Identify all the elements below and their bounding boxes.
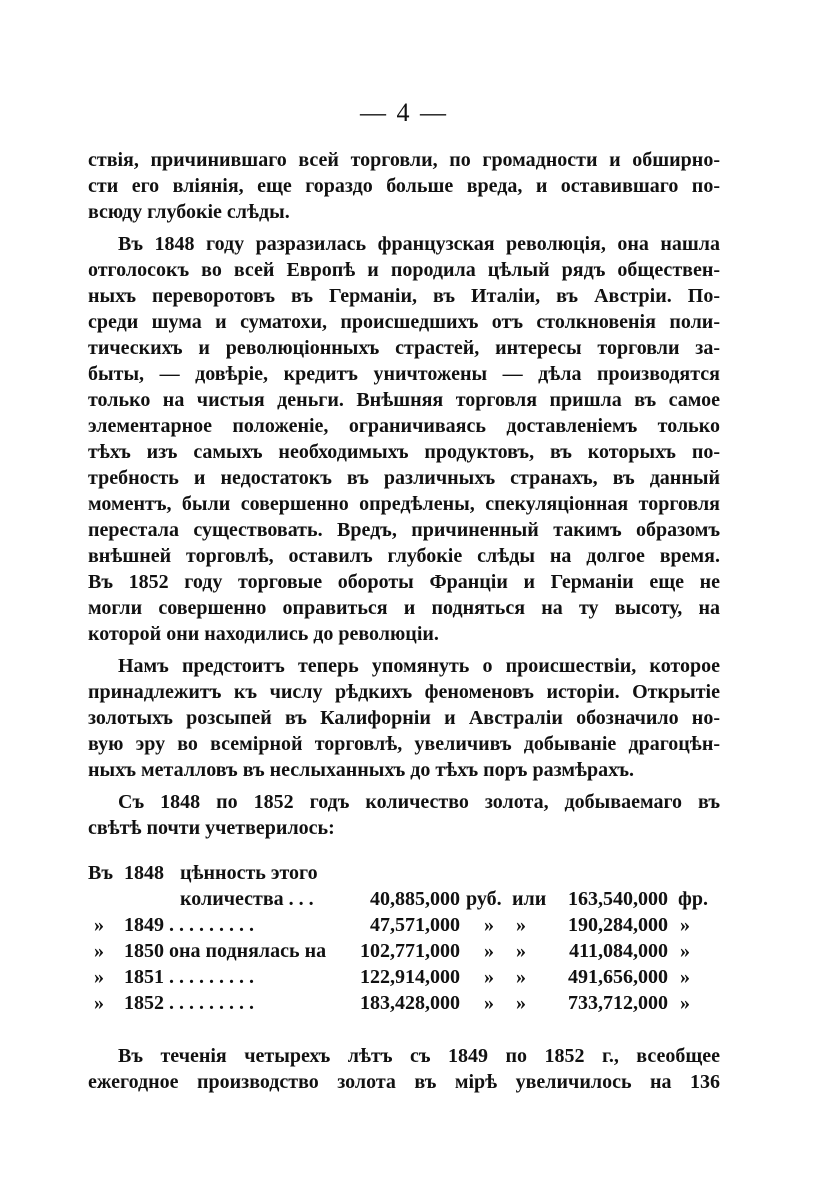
- table-row: [88, 886, 728, 912]
- fr-value: 190,284,000: [568, 914, 668, 936]
- fr-unit: »: [680, 940, 690, 962]
- table-row: [88, 990, 728, 1016]
- table-row: [88, 938, 728, 964]
- text-line: сти его вліянія, еще гораздо больше вреда, и оставившаго по-: [88, 175, 720, 197]
- text-line: могли совершенно оправиться и подняться на ту высоту, на: [88, 597, 720, 619]
- text-line: всюду глубокіе слѣды.: [88, 201, 290, 223]
- text-line: свѣтѣ почти учетверилось:: [88, 817, 335, 839]
- text-line: ныхъ металловъ въ неслыханныхъ до тѣхъ поръ размѣрахъ.: [88, 759, 634, 781]
- text-line: отголосокъ во всей Европѣ и породила цѣлый рядъ обществен-: [88, 259, 720, 281]
- rub-value: 122,914,000: [360, 966, 460, 988]
- rub-value: 183,428,000: [360, 992, 460, 1014]
- row-label: количества . . .: [180, 888, 314, 910]
- table-row: [88, 964, 728, 990]
- fr-value: 411,084,000: [569, 940, 668, 962]
- row-label: 1852 . . . . . . . . .: [124, 992, 254, 1014]
- ditto-mark: »: [94, 914, 104, 936]
- fr-value: 733,712,000: [568, 992, 668, 1014]
- fr-unit: фр.: [678, 888, 708, 910]
- text-line: ныхъ переворотовъ въ Германіи, въ Италіи, въ Австріи. По-: [88, 285, 720, 307]
- text-line: Намъ предстоитъ теперь упомянуть о происшествіи, которое: [118, 655, 720, 677]
- table-header-row: [88, 860, 728, 886]
- table-header-text: цѣнность этого: [180, 862, 318, 884]
- text-line: моментъ, были совершенно опредѣлены, спекуляціонная торговля: [88, 493, 720, 515]
- rub-unit: »: [484, 966, 494, 988]
- text-line: внѣшней торговлѣ, оставилъ глубокіе слѣды на долгое время.: [88, 545, 720, 567]
- page-number: — 4 —: [360, 98, 448, 127]
- ditto-mark: »: [94, 966, 104, 988]
- conjunction: »: [516, 940, 526, 962]
- text-line: тѣхъ изъ самыхъ необходимыхъ продуктовъ, въ которыхъ по-: [88, 441, 720, 463]
- conjunction: »: [516, 966, 526, 988]
- conjunction: или: [512, 888, 547, 910]
- rub-unit: »: [484, 992, 494, 1014]
- row-label: 1849 . . . . . . . . .: [124, 914, 254, 936]
- text-line: которой они находились до революціи.: [88, 623, 439, 645]
- text-line: вую эру во всемірной торговлѣ, увеличивъ добываніе драгоцѣн-: [88, 733, 720, 755]
- text-line: только на чистыя деньги. Внѣшняя торговля пришла въ самое: [88, 389, 720, 411]
- fr-unit: »: [680, 992, 690, 1014]
- fr-unit: »: [680, 966, 690, 988]
- row-label: 1850 она поднялась на: [124, 940, 327, 962]
- rub-unit: руб.: [466, 888, 502, 910]
- text-line: золотыхъ розсыпей въ Калифорніи и Австраліи обозначило но-: [88, 707, 720, 729]
- text-line: перестала существовать. Вредъ, причиненный такимъ образомъ: [88, 519, 720, 541]
- fr-value: 163,540,000: [568, 888, 668, 910]
- conjunction: »: [516, 992, 526, 1014]
- text-line: Въ 1852 году торговые обороты Франціи и Германіи еще не: [88, 571, 720, 593]
- table-row: [88, 912, 728, 938]
- rub-value: 40,885,000: [370, 888, 460, 910]
- rub-unit: »: [484, 914, 494, 936]
- rub-unit: »: [484, 940, 494, 962]
- text-line: принадлежитъ къ числу рѣдкихъ феноменовъ исторіи. Открытіе: [88, 681, 720, 703]
- ditto-mark: »: [94, 940, 104, 962]
- table-header-year: 1848: [124, 862, 164, 884]
- rub-value: 47,571,000: [370, 914, 460, 936]
- fr-unit: »: [680, 914, 690, 936]
- text-line: тическихъ и революціонныхъ страстей, интересы торговли за-: [88, 337, 720, 359]
- text-line: среди шума и суматохи, происшедшихъ отъ столкновенія поли-: [88, 311, 720, 333]
- ditto-mark: »: [94, 992, 104, 1014]
- text-line: быты, — довѣріе, кредитъ уничтожены — дѣла производятся: [88, 363, 720, 385]
- fr-value: 491,656,000: [568, 966, 668, 988]
- rub-value: 102,771,000: [360, 940, 460, 962]
- text-line: элементарное положеніе, ограничиваясь доставленіемъ только: [88, 415, 720, 437]
- row-label: 1851 . . . . . . . . .: [124, 966, 254, 988]
- text-line: Съ 1848 по 1852 годъ количество золота, добываемаго въ: [118, 791, 720, 813]
- text-line: ежегодное производство золота въ мірѣ увеличилось на 136: [88, 1071, 720, 1093]
- text-line: Въ теченія четырехъ лѣтъ съ 1849 по 1852 г., всеобщее: [118, 1045, 720, 1067]
- text-line: требность и недостатокъ въ различныхъ странахъ, въ данный: [88, 467, 720, 489]
- table-header-prefix: Въ: [88, 862, 113, 884]
- conjunction: »: [516, 914, 526, 936]
- text-line: ствія, причинившаго всей торговли, по громадности и обширно-: [88, 149, 720, 171]
- text-line: Въ 1848 году разразилась французская революція, она нашла: [118, 233, 720, 255]
